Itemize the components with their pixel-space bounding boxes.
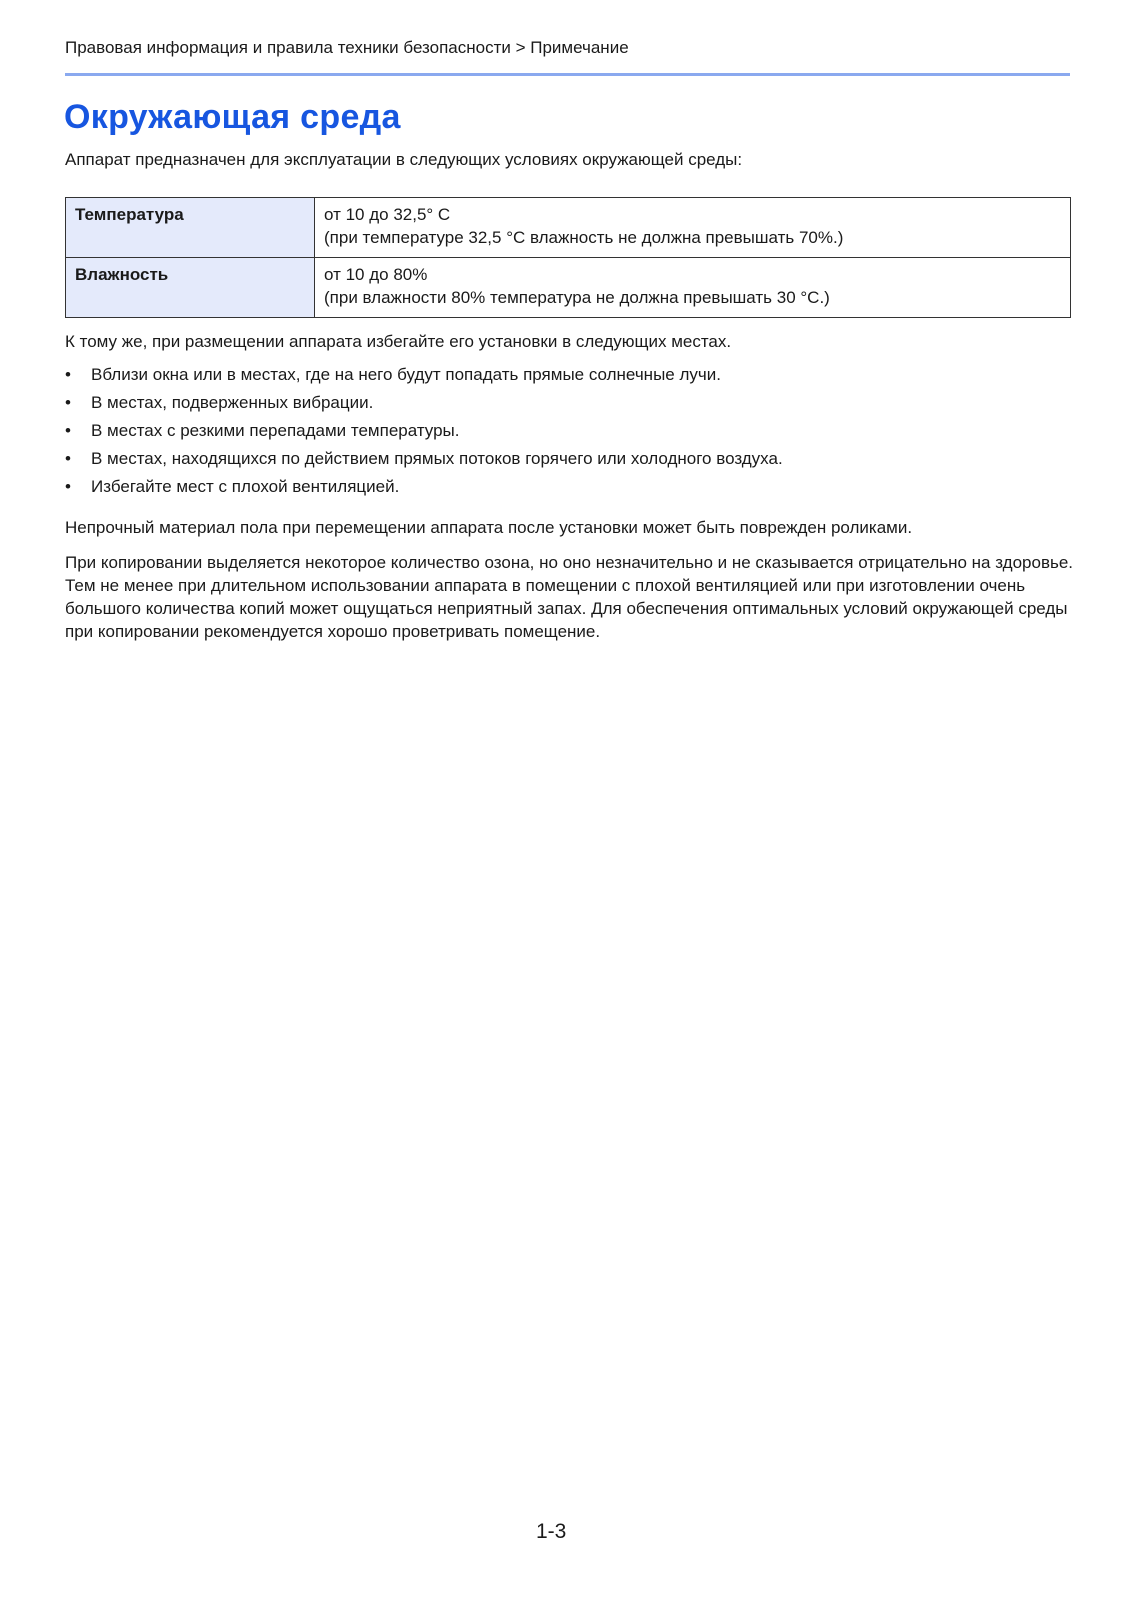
avoid-intro-paragraph: К тому же, при размещении аппарата избегайте его установки в следующих местах.: [65, 332, 732, 351]
list-item: [65, 421, 783, 449]
list-item-text: Избегайте мест с плохой вентиляцией.: [91, 477, 400, 496]
ozone-note-paragraph: При копировании выделяется некоторое количество озона, но оно незначительно и не сказывается отрицательно на здоровье. Тем не менее при длительном использовании аппарата в помещении с плохой вентиляцией или при изготовлении очень большого количества копий может ощущаться неприятный запах. Для обеспечения оптимальных условий окружающей среды при копировании рекомендуется хорошо проветривать помещение.: [65, 553, 1074, 641]
list-item: [65, 393, 783, 421]
intro-paragraph: Аппарат предназначен для эксплуатации в следующих условиях окружающей среды:: [65, 150, 743, 169]
bullet-icon: •: [65, 393, 71, 412]
humidity-label: Влажность: [66, 258, 315, 318]
list-item-text: В местах, находящихся по действием прямых потоков горячего или холодного воздуха.: [91, 449, 783, 468]
floor-note-paragraph: Непрочный материал пола при перемещении аппарата после установки может быть поврежден роликами.: [65, 518, 913, 537]
list-item: [65, 449, 783, 477]
temperature-value: [315, 198, 1071, 258]
bullet-icon: •: [65, 477, 71, 496]
list-item: [65, 477, 783, 505]
breadcrumb: Правовая информация и правила техники безопасности > Примечание: [65, 38, 629, 57]
page-number: 1-3: [536, 1520, 567, 1543]
table-row-humidity: [66, 258, 1071, 318]
list-item-text: Вблизи окна или в местах, где на него будут попадать прямые солнечные лучи.: [91, 365, 721, 384]
bullet-icon: •: [65, 365, 71, 384]
temperature-note: (при температуре 32,5 °C влажность не должна превышать 70%.): [324, 228, 844, 247]
temperature-range: от 10 до 32,5° C: [324, 205, 451, 224]
list-item-text: В местах, подверженных вибрации.: [91, 393, 374, 412]
environment-conditions-table: [65, 197, 1071, 318]
header-divider: [65, 73, 1070, 76]
humidity-note: (при влажности 80% температура не должна превышать 30 °C.): [324, 288, 830, 307]
table-row-temperature: [66, 198, 1071, 258]
avoid-places-list: [65, 365, 783, 505]
humidity-value: [315, 258, 1071, 318]
humidity-range: от 10 до 80%: [324, 265, 428, 284]
list-item-text: В местах с резкими перепадами температуры.: [91, 421, 460, 440]
list-item: [65, 365, 783, 393]
bullet-icon: •: [65, 421, 71, 440]
bullet-icon: •: [65, 449, 71, 468]
temperature-label: Температура: [66, 198, 315, 258]
page-title: Окружающая среда: [64, 98, 401, 136]
